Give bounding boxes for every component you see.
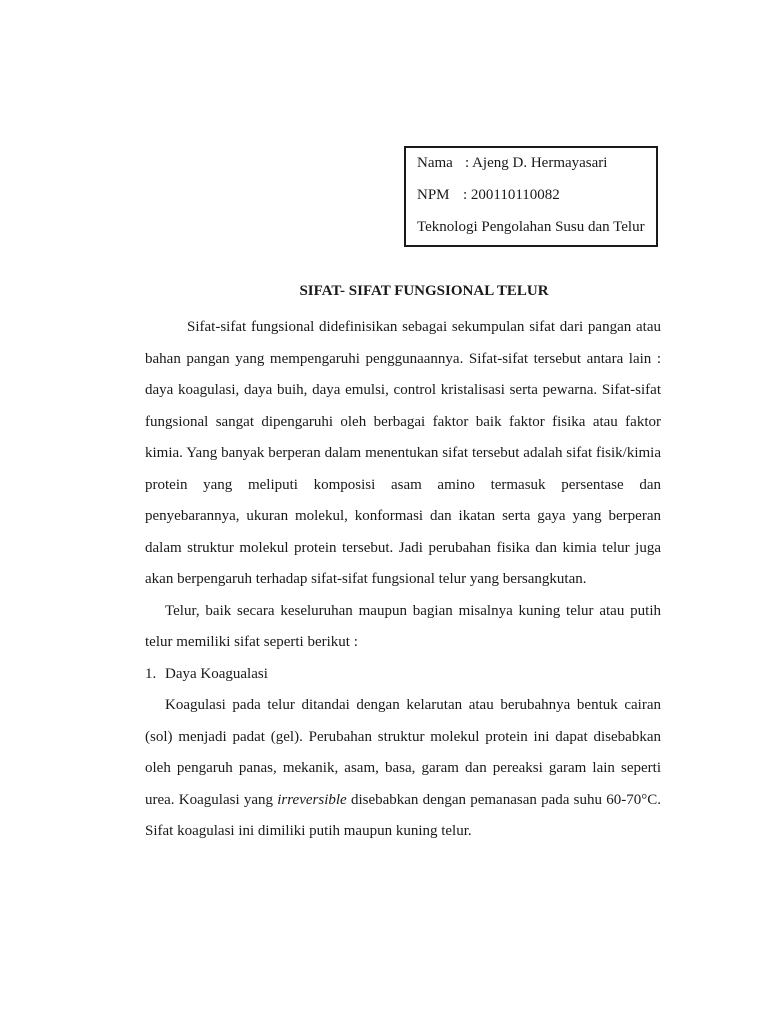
list-item-1: [145, 659, 661, 691]
npm-line: [417, 186, 656, 218]
koagulasi-text-before: Koagulasi pada telur ditandai dengan kelarutan atau berubahnya bentuk cairan (sol) menjadi padat (gel). Perubahan struktur molekul protein ini dapat disebabkan oleh pengaruh panas, mekanik, asam, basa, garam dan pereaksi garam lain seperti urea. Koagulasi yang: [145, 697, 661, 808]
paragraph-properties: Telur, baik secara keseluruhan maupun bagian misalnya kuning telur atau putih telur memiliki sifat seperti berikut :: [145, 602, 661, 650]
paragraph-koagulasi: [145, 690, 661, 848]
koagulasi-italic-term: irreversible: [277, 791, 347, 808]
nama-label: Nama: [417, 155, 453, 171]
nama-line: [417, 154, 656, 186]
document-title: SIFAT- SIFAT FUNGSIONAL TELUR: [299, 283, 549, 299]
course-name: Teknologi Pengolahan Susu dan Telur: [417, 219, 645, 235]
nama-value: : Ajeng D. Hermayasari: [465, 155, 608, 171]
koagulasi-text-after: disebabkan dengan pemanasan pada suhu 60-70°C. Sifat koagulasi ini dimiliki putih maupun kuning telur.: [145, 791, 661, 839]
student-info-box: [404, 146, 658, 247]
list-item-number: 1.: [145, 665, 157, 682]
list-item-label: Daya Koagualasi: [165, 665, 268, 682]
course-line: [417, 218, 656, 250]
paragraph-intro: Sifat-sifat fungsional didefinisikan sebagai sekumpulan sifat dari pangan atau bahan pangan yang mempengaruhi penggunaannya. Sifat-sifat tersebut antara lain : daya koagulasi, daya buih, daya emulsi, control kristalisasi serta pewarna. Sifat-sifat fungsional sangat dipengaruhi oleh berbagai faktor baik faktor fisika atau faktor kimia. Yang banyak berperan dalam menentukan sifat tersebut adalah sifat fisik/kimia protein yang meliputi komposisi asam amino termasuk persentase dan penyebarannya, ukuran molekul, konformasi dan ikatan serta gaya yang berperan dalam struktur molekul protein tersebut. Jadi perubahan fisika dan kimia telur juga akan berpengaruh terhadap sifat-sifat fungsional telur yang bersangkutan.: [145, 319, 661, 587]
npm-label: NPM: [417, 187, 450, 203]
document-body: [145, 312, 661, 848]
npm-value: : 200110110082: [463, 187, 560, 203]
